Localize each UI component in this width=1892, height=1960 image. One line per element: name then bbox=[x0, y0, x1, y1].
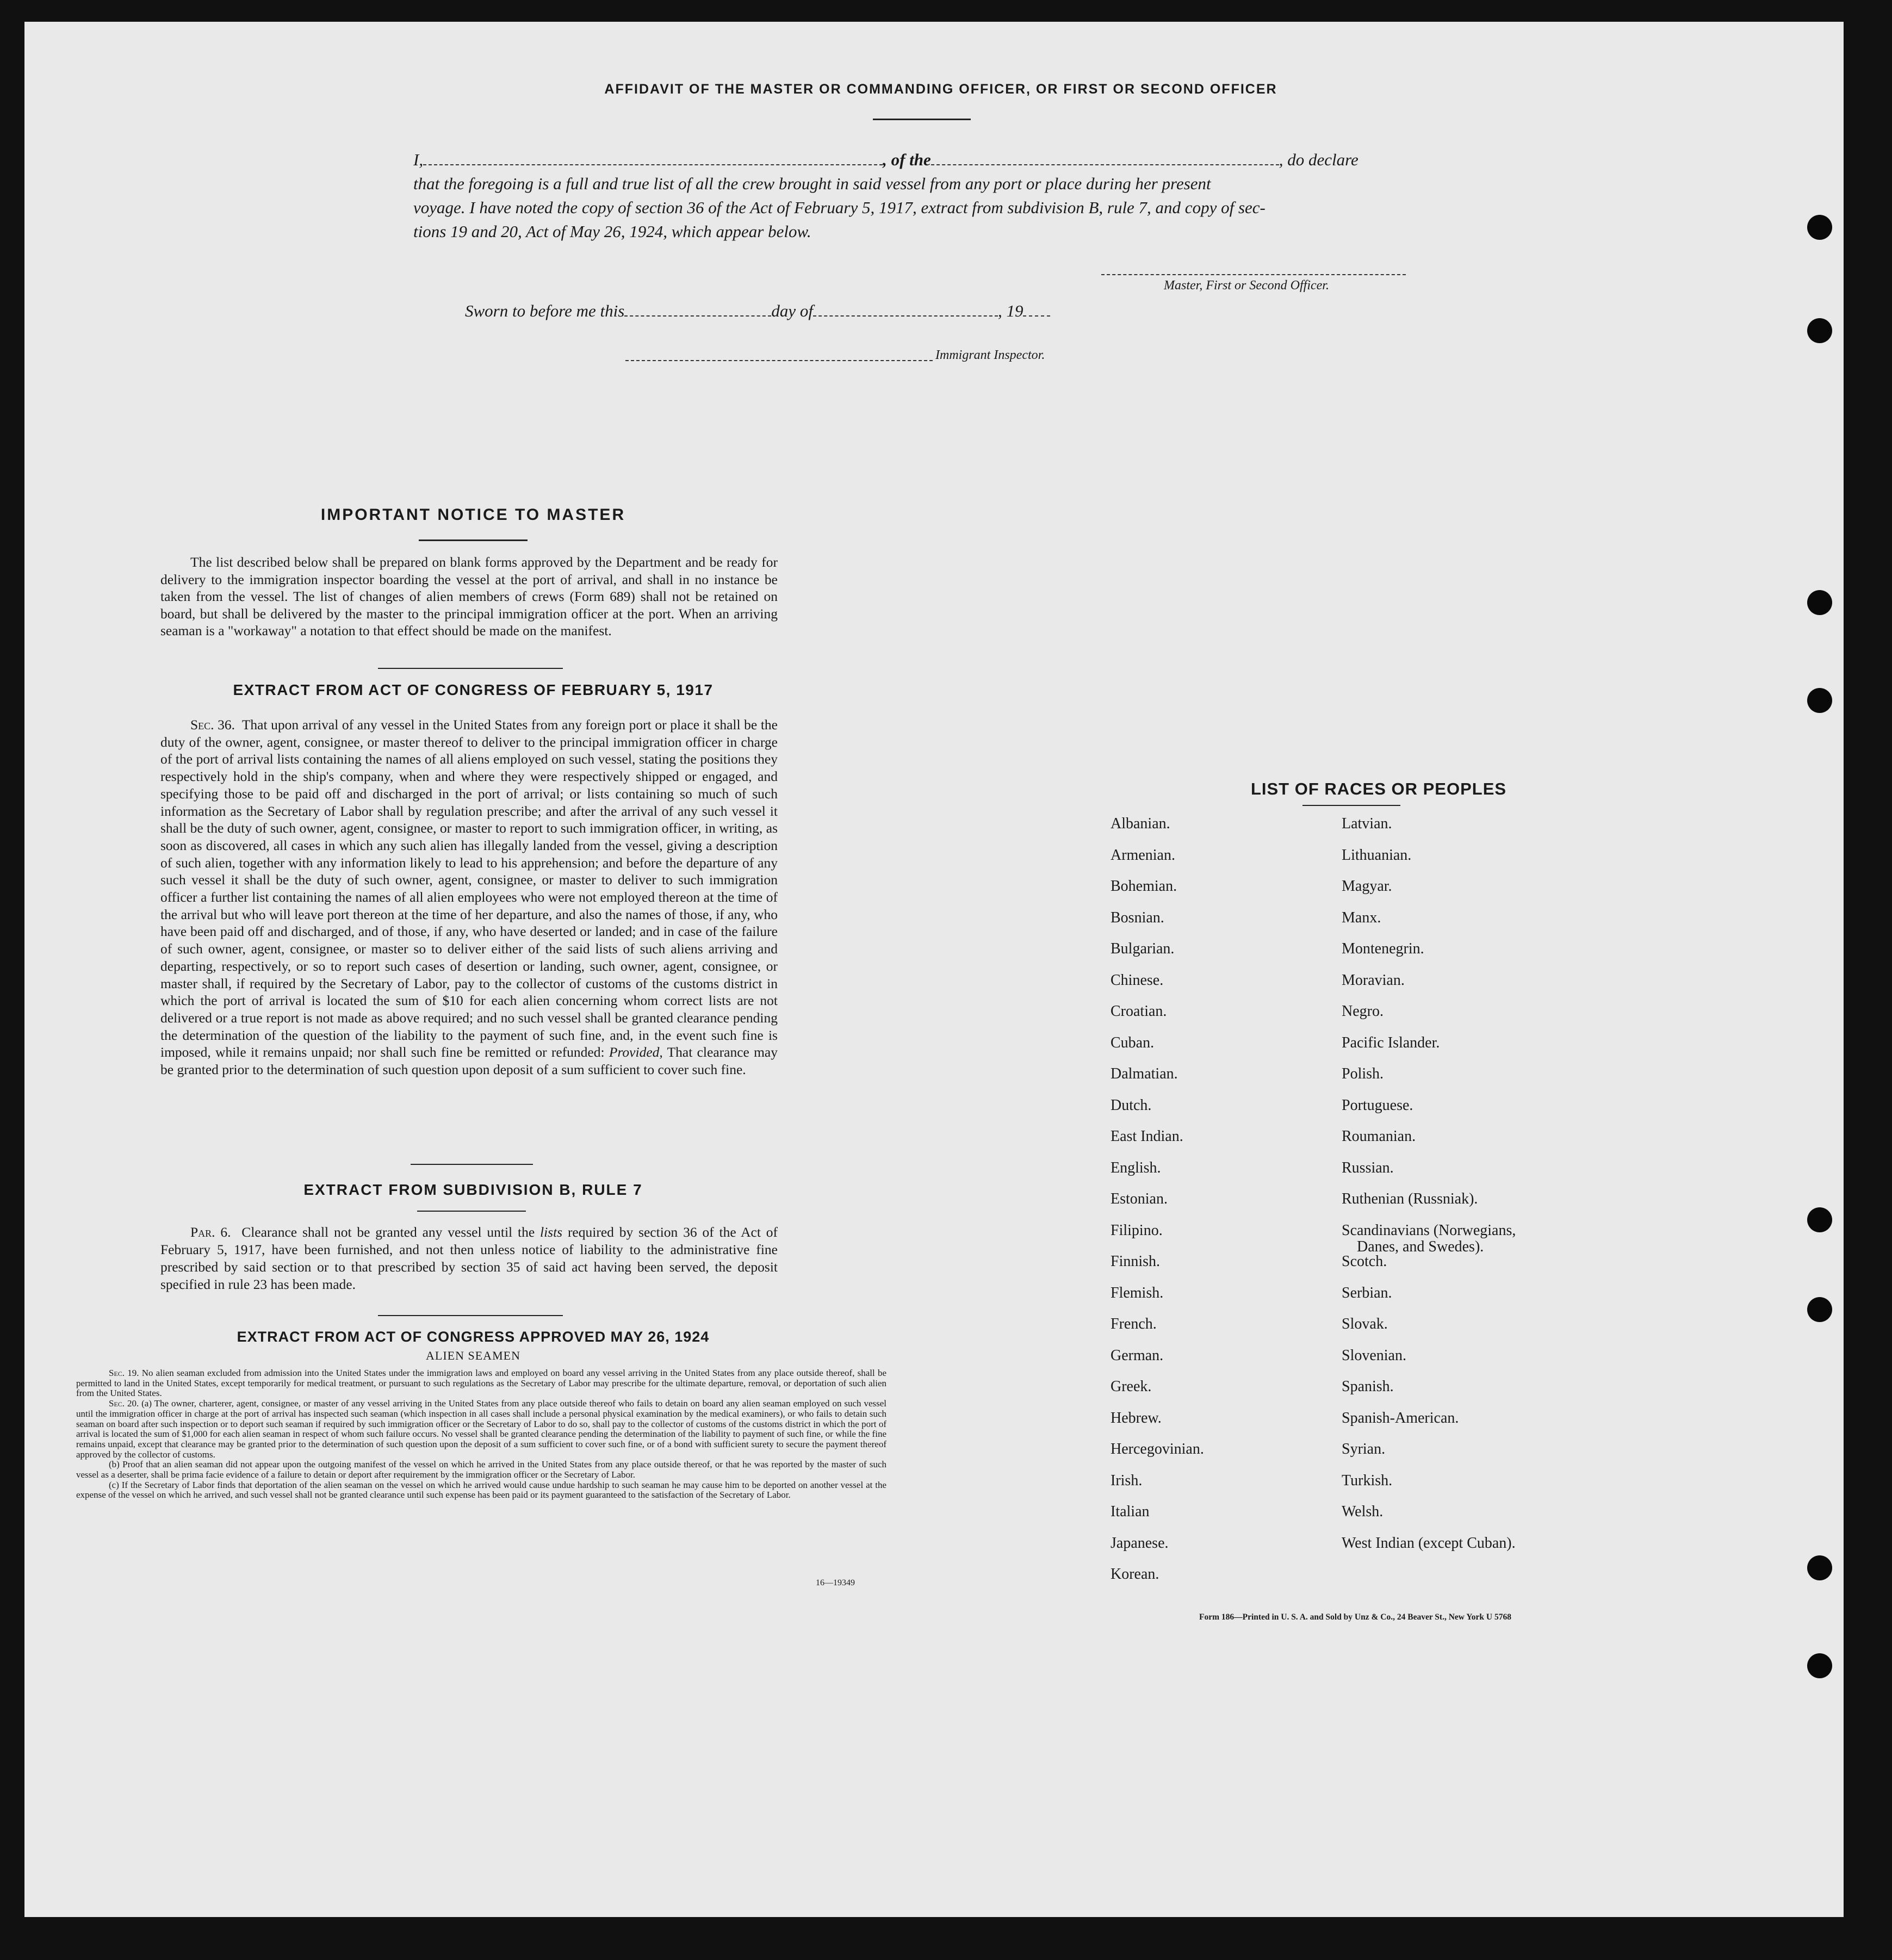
subdivision-body: Par. 6. Clearance shall not be granted any vessel until the lists required by section 36 of the Act of February 5, 1917, have been furnished, and not then unless notice of liability to the administrative fine prescribed by said section or to that prescribed by section 35 of said act having been served, the deposit specified in rule 23 has been made. bbox=[160, 1224, 778, 1292]
race-item: Hercegovinian. bbox=[1111, 1441, 1204, 1457]
inspector-label: Immigrant Inspector. bbox=[935, 348, 1045, 362]
divider bbox=[411, 1164, 533, 1165]
race-item: Bulgarian. bbox=[1111, 940, 1175, 957]
declaration-line-2: that the foregoing is a full and true list of all the crew brought in said vessel from any port or place during her present bbox=[413, 174, 1211, 193]
race-item: Negro. bbox=[1342, 1003, 1384, 1020]
race-item: Filipino. bbox=[1111, 1221, 1163, 1239]
divider bbox=[419, 539, 528, 541]
races-right-column bbox=[1342, 816, 1516, 1566]
sec-19: Sec. 19. No alien seaman excluded from admission into the United States under the immigration laws and employed on board any vessel arriving in the United States from any place outside thereof, shall be permitted to land in the United States, except temporarily for medical treatment, or pursuant to such regulations as the Secretary of Labor may prescribe for the ultimate departure, removal, or deportation of such alien from the United States. bbox=[76, 1368, 886, 1399]
declaration-line-1: I, , of the , do declare bbox=[413, 148, 1474, 172]
race-item: Slovenian. bbox=[1342, 1347, 1406, 1364]
race-item: Hebrew. bbox=[1111, 1409, 1162, 1426]
extract-1917-body: Sec. 36. That upon arrival of any vessel in the United States from any foreign port or place it shall be the duty of the owner, agent, consignee, or master thereof to deliver to the principal immigration officer in charge of the port of arrival lists containing the names of all aliens employed on such vessel, stating the positions they respectively hold in the ship's company, when and where they were respectively shipped or engaged, and specifying those to be paid off and discharged in the port of arrival; or lists containing so much of such information as the Secretary of Labor shall by regulation prescribe; and after the arrival of any such vessel it shall be the duty of such owner, agent, consignee, or master to report to such immigration officer, in writing, as soon as discovered, all cases in which any such alien has illegally landed from the vessel, giving a description of such alien, together with any information likely to lead to his apprehension; and before the departure of any such vessel it shall be the duty of such owner, agent, consignee, or master to deliver to such immigration officer a further list containing the names of all alien employees who were not employed thereon at the time of the arrival but who will leave port thereon at the time of her departure, and also the names of those, if any, who have been paid off and discharged, and of those, if any, who have deserted or landed; and in case of the failure of such owner, agent, consignee, or master so to deliver either of the said lists of such aliens arriving and departing, respectively, or so to report such cases of desertion or landing, such owner, agent, consignee, or master shall, if required by the Secretary of Labor, pay to the collector of customs of the customs district in which the port of arrival is located the sum of $10 for each alien concerning whom correct lists are not delivered or a true report is not made as above required; and no such vessel shall be granted clearance pending the determination of the question of the liability to the payment of such fine, and, in the event such fine is imposed, while it remains unpaid; nor shall such fine be remitted or refunded: Provided, That clearance may be granted prior to the determination of such question upon deposit of a sum sufficient to cover such fine. bbox=[160, 717, 778, 1078]
race-item: Syrian. bbox=[1342, 1441, 1386, 1457]
divider bbox=[378, 1315, 563, 1316]
race-item: French. bbox=[1111, 1316, 1157, 1332]
race-item: Scandinavians (Norwegians, bbox=[1342, 1221, 1516, 1239]
sworn-line: Sworn to before me this day of , 19 bbox=[465, 299, 1050, 323]
race-item: Serbian. bbox=[1342, 1284, 1392, 1301]
race-item: Korean. bbox=[1111, 1566, 1159, 1583]
race-item: Roumanian. bbox=[1342, 1128, 1416, 1145]
race-item: Portuguese. bbox=[1342, 1096, 1413, 1114]
race-item: Magyar. bbox=[1342, 878, 1392, 895]
extract-1924-body bbox=[76, 1368, 886, 1500]
race-item: Danes, and Swedes). bbox=[1357, 1238, 1484, 1255]
race-item: Scotch. bbox=[1342, 1253, 1387, 1270]
race-item: Cuban. bbox=[1111, 1034, 1155, 1051]
race-item: Russian. bbox=[1342, 1159, 1394, 1176]
race-item: Croatian. bbox=[1111, 1003, 1167, 1020]
sec-20c: (c) If the Secretary of Labor finds that deportation of the alien seaman on the vessel on which he arrived would cause undue hardship to such seaman he may cause him to be deported on another vessel at the expense of the vessel on which he arrived, and such vessel shall not be granted clearance until such expense has been paid or its payment guaranteed to the satisfaction of the Secretary of Labor. bbox=[76, 1479, 886, 1500]
divider bbox=[873, 119, 971, 120]
printer-footer: Form 186—Printed in U. S. A. and Sold by Unz & Co., 24 Beaver St., New York U 5768 bbox=[1199, 1612, 1511, 1622]
sec-20b: (b) Proof that an alien seaman did not appear upon the outgoing manifest of the vessel on which he arrived in the United States from any place outside thereof, or that he was reported by the master of such vessel as a deserter, shall be prima facie evidence of a failure to detain or deport after requirement by the immigration officer or the Secretary of Labor. bbox=[76, 1459, 886, 1480]
punch-hole bbox=[1807, 1207, 1832, 1232]
race-item: Armenian. bbox=[1111, 846, 1175, 864]
punch-hole bbox=[1807, 215, 1832, 240]
race-item: Turkish. bbox=[1342, 1472, 1393, 1489]
race-item: Latvian. bbox=[1342, 815, 1392, 832]
divider bbox=[1302, 805, 1400, 806]
race-item: German. bbox=[1111, 1347, 1164, 1364]
race-item: Pacific Islander. bbox=[1342, 1034, 1440, 1051]
blank-year[interactable] bbox=[1023, 299, 1050, 317]
blank-vessel[interactable] bbox=[931, 148, 1279, 165]
race-item: Italian bbox=[1111, 1503, 1150, 1520]
race-item: Spanish. bbox=[1342, 1378, 1394, 1395]
punch-hole bbox=[1807, 1297, 1832, 1322]
race-item: Flemish. bbox=[1111, 1284, 1164, 1301]
declaration-line-3: voyage. I have noted the copy of section 36 of the Act of February 5, 1917, extract from subdivision B, rule 7, and copy of sec- bbox=[413, 198, 1266, 217]
race-item: English. bbox=[1111, 1159, 1161, 1176]
divider bbox=[378, 668, 563, 669]
punch-hole bbox=[1807, 1555, 1832, 1580]
race-item: Estonian. bbox=[1111, 1190, 1168, 1207]
race-item: Chinese. bbox=[1111, 971, 1164, 989]
race-item: Spanish-American. bbox=[1342, 1409, 1459, 1426]
race-item: Moravian. bbox=[1342, 971, 1405, 989]
punch-hole bbox=[1807, 1653, 1832, 1678]
race-item: West Indian (except Cuban). bbox=[1342, 1534, 1516, 1552]
race-item: Bohemian. bbox=[1111, 878, 1177, 895]
blank-name[interactable] bbox=[423, 148, 883, 165]
sec-20a: Sec. 20. (a) The owner, charterer, agent, consignee, or master of any vessel arriving in the United States from any place outside thereof who fails to detain on board any alien seaman employed on such vessel until the immigration officer in charge at the port of arrival has inspected such seaman (which inspection in all cases shall include a personal physical examination by the medical examiners), or who fails to detain such seaman on board after such inspection or to deport such seaman if required by such immigration officer or the Secretary of Labor to do so, shall pay to the collector of customs of the customs district in which the port of arrival is located the sum of $1,000 for each alien seaman in respect of whom such failure occurs. No vessel shall be granted clearance pending the determination of the liability to payment of such fine, or while the fine remains unpaid, except that clearance may be granted prior to the determination of such question upon the deposit of a sum sufficient to cover such fine, or of a bond with sufficient surety to secure the payment thereof approved by the collector of customs. bbox=[76, 1398, 886, 1460]
blank-month[interactable] bbox=[813, 299, 998, 317]
inspector-line[interactable] bbox=[625, 359, 933, 361]
extract-1917-title: EXTRACT FROM ACT OF CONGRESS OF FEBRUARY 5, 1917 bbox=[233, 681, 714, 698]
race-item: Finnish. bbox=[1111, 1253, 1161, 1270]
race-item: Bosnian. bbox=[1111, 909, 1164, 926]
notice-body: The list described below shall be prepared on blank forms approved by the Department and be ready for delivery to the immigration inspector boarding the vessel at the port of arrival, and shall in no instance be taken from the vessel. The list of changes of alien members of crews (Form 689) shall not be retained on board, but shall be delivered by the master to the principal immigration officer at the port. When an arriving seaman is a "workaway" a notation to that effect should be made on the manifest. bbox=[160, 554, 778, 638]
subdivision-title: EXTRACT FROM SUBDIVISION B, RULE 7 bbox=[303, 1181, 643, 1198]
race-item: Polish. bbox=[1342, 1065, 1384, 1082]
form-code: 16—19349 bbox=[816, 1578, 855, 1587]
affidavit-declaration bbox=[413, 148, 1474, 244]
punch-hole bbox=[1807, 318, 1832, 343]
race-item: Japanese. bbox=[1111, 1534, 1169, 1552]
race-item: East Indian. bbox=[1111, 1128, 1183, 1145]
race-item: Irish. bbox=[1111, 1472, 1143, 1489]
extract-1924-subtitle: ALIEN SEAMEN bbox=[426, 1349, 520, 1362]
race-item: Ruthenian (Russniak). bbox=[1342, 1190, 1478, 1207]
punch-hole bbox=[1807, 688, 1832, 713]
race-item: Dutch. bbox=[1111, 1096, 1152, 1114]
race-item: Manx. bbox=[1342, 909, 1381, 926]
notice-title: IMPORTANT NOTICE TO MASTER bbox=[320, 506, 626, 524]
races-left-column bbox=[1111, 816, 1204, 1598]
signature-line[interactable] bbox=[1101, 273, 1406, 275]
declaration-line-4: tions 19 and 20, Act of May 26, 1924, which appear below. bbox=[413, 222, 811, 241]
race-item: Albanian. bbox=[1111, 815, 1170, 832]
signature-label: Master, First or Second Officer. bbox=[1164, 278, 1329, 293]
race-item: Dalmatian. bbox=[1111, 1065, 1178, 1082]
affidavit-title: AFFIDAVIT OF THE MASTER OR COMMANDING OFFICER, OR FIRST OR SECOND OFFICER bbox=[604, 82, 1277, 97]
document-sheet bbox=[24, 22, 1844, 1917]
race-item: Greek. bbox=[1111, 1378, 1152, 1395]
extract-1924-title: EXTRACT FROM ACT OF CONGRESS APPROVED MAY 26, 1924 bbox=[237, 1329, 710, 1345]
divider bbox=[417, 1211, 526, 1212]
races-title: LIST OF RACES OR PEOPLES bbox=[1250, 779, 1507, 798]
race-item: Montenegrin. bbox=[1342, 940, 1424, 957]
race-item: Slovak. bbox=[1342, 1316, 1388, 1332]
blank-day[interactable] bbox=[624, 299, 771, 317]
punch-hole bbox=[1807, 590, 1832, 615]
race-item: Welsh. bbox=[1342, 1503, 1384, 1520]
race-item: Lithuanian. bbox=[1342, 846, 1412, 864]
